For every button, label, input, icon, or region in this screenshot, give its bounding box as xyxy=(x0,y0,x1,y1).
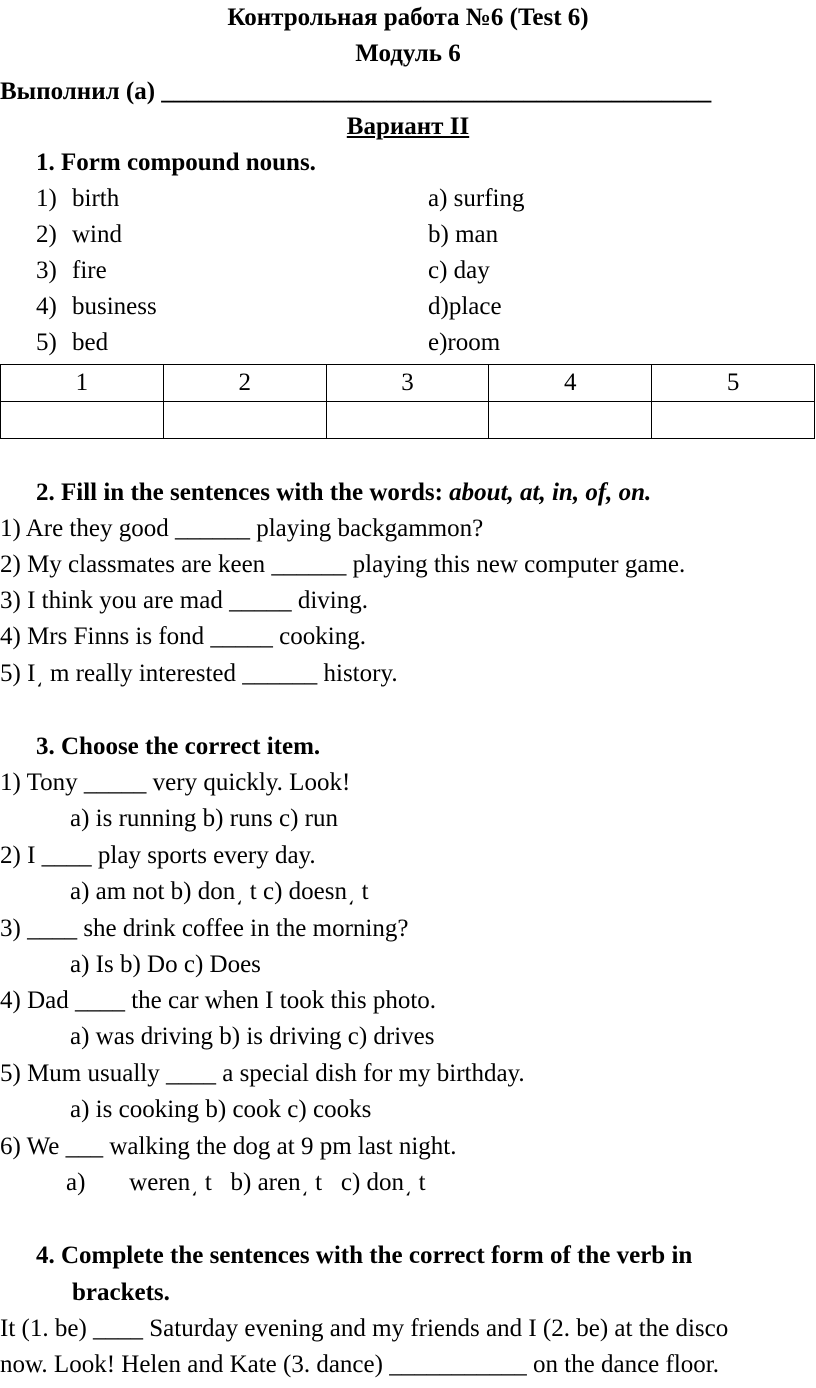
answer-cell[interactable] xyxy=(326,402,489,439)
right-word: d)place xyxy=(428,293,502,320)
task3-question: 6) We ___ walking the dog at 9 pm last night. xyxy=(0,1133,457,1160)
left-word: wind xyxy=(72,221,122,248)
answer-cell[interactable] xyxy=(1,402,164,439)
done-by-blank: ____________________________________________ xyxy=(161,78,712,105)
task1-heading: 1. Form compound nouns. xyxy=(36,149,316,176)
task3-question: 3) ____ she drink coffee in the morning? xyxy=(0,915,409,942)
task3-question: 2) I ____ play sports every day. xyxy=(0,842,316,869)
task3-options: a) is running b) runs c) run xyxy=(70,805,338,832)
task2-item: 2) My classmates are keen ______ playing this new computer game. xyxy=(0,551,686,578)
task2-item: 1) Are they good ______ playing backgammon? xyxy=(0,515,484,542)
left-word: business xyxy=(72,293,157,320)
task2-item: 4) Mrs Finns is fond _____ cooking. xyxy=(0,623,366,650)
task3-question: 1) Tony _____ very quickly. Look! xyxy=(0,769,351,796)
answer-table-header-cell: 5 xyxy=(652,365,815,402)
task3-question: 5) Mum usually ____ a special dish for my birthday. xyxy=(0,1060,525,1087)
task2-heading: 2. Fill in the sentences with the words: about, at, in, of, on. xyxy=(36,479,652,506)
task4-text: now. Look! Helen and Kate (3. dance) ___________ on the dance floor. xyxy=(0,1351,719,1378)
task2-word-list: about, at, in, of, on. xyxy=(449,479,652,506)
task3-options: a) am not b) don͵ t c) doesn͵ t xyxy=(70,878,369,905)
answer-table-header-row xyxy=(1,365,815,402)
answer-table-header-cell: 2 xyxy=(163,365,326,402)
task3-options: a) weren͵ t b) aren͵ t c) don͵ t xyxy=(66,1169,426,1196)
task3-options: a) is cooking b) cook c) cooks xyxy=(70,1096,372,1123)
answer-table-header-cell: 1 xyxy=(1,365,164,402)
task3-heading: 3. Choose the correct item. xyxy=(36,733,321,760)
done-by-line xyxy=(0,76,711,108)
task3-options: a) was driving b) is driving c) drives xyxy=(70,1023,435,1050)
right-word: c) day xyxy=(428,257,490,284)
right-word: a) surfing xyxy=(428,185,525,212)
left-word: fire xyxy=(72,257,107,284)
done-by-label: Выполнил (а) xyxy=(0,78,156,105)
right-word: b) man xyxy=(428,221,499,248)
answer-cell[interactable] xyxy=(652,402,815,439)
answer-table-header-cell: 4 xyxy=(489,365,652,402)
task2-item: 5) I͵ m really interested ______ history. xyxy=(0,660,398,687)
match-row: 4) business d)place xyxy=(36,291,816,323)
answer-cell[interactable] xyxy=(489,402,652,439)
answer-table-answer-row xyxy=(1,402,815,439)
task3-options: a) Is b) Do c) Does xyxy=(70,951,261,978)
task3-question: 4) Dad ____ the car when I took this photo. xyxy=(0,987,437,1014)
page-title: Контрольная работа №6 (Test 6) xyxy=(227,4,589,31)
right-word: e)room xyxy=(428,329,501,356)
answer-table xyxy=(0,364,815,439)
module-label: Модуль 6 xyxy=(355,40,461,67)
task2-item: 3) I think you are mad _____ diving. xyxy=(0,587,368,614)
match-row: 3) fire c) day xyxy=(36,255,816,287)
answer-cell[interactable] xyxy=(163,402,326,439)
match-row: 2) wind b) man xyxy=(36,219,816,251)
variant-label: Вариант II xyxy=(346,113,470,140)
left-word: bed xyxy=(72,329,109,356)
left-word: birth xyxy=(72,185,120,212)
answer-table-header-cell: 3 xyxy=(326,365,489,402)
task4-heading-continued: brackets. xyxy=(72,1279,170,1306)
match-row: 5) bed e)room xyxy=(36,327,816,359)
match-row: 1) birth a) surfing xyxy=(36,183,816,215)
task4-heading: 4. Complete the sentences with the correct form of the verb in xyxy=(36,1242,693,1269)
task4-text: It (1. be) ____ Saturday evening and my friends and I (2. be) at the disco xyxy=(0,1315,729,1342)
